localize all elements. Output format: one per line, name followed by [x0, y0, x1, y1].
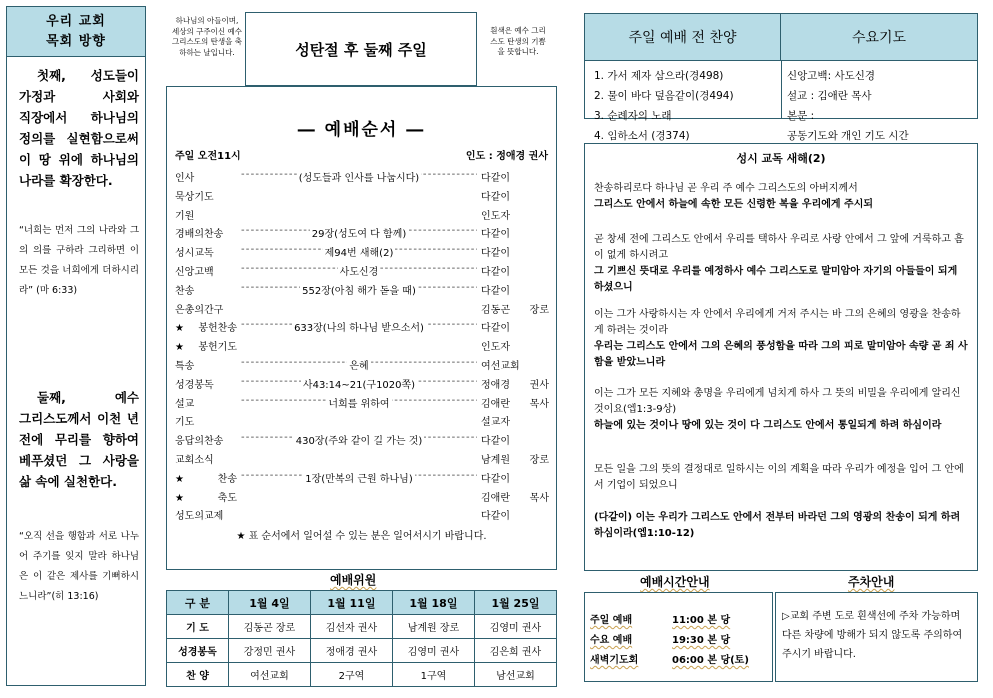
order-item-detail-text: 사도신경 — [339, 267, 379, 278]
quote-1-ref: (마 6:33) — [36, 285, 78, 296]
reading-congregation-text: 그리스도 안에서 하늘에 속한 모든 신령한 복을 우리에게 주시되 — [594, 199, 874, 210]
order-item-detail — [241, 169, 477, 184]
reading-congregation-text: 우리는 그리스도 안에서 그의 은혜의 풍성함을 따라 그의 피로 말미암아 속량 곧 죄 사함을 받았느니라 — [594, 341, 968, 368]
order-item-detail — [241, 225, 477, 240]
service-time-row — [590, 611, 730, 626]
order-item-name: 은총의간구 — [175, 304, 224, 316]
wednesday-list — [787, 66, 909, 146]
reading-leader-text: 곧 창세 전에 그리스도 안에서 우리를 택하사 우리로 사랑 안에서 그 앞에 거룩하고 흠이 없게 하시려고 — [594, 234, 964, 261]
order-item-detail — [241, 432, 477, 447]
worship-order-row — [175, 395, 549, 412]
order-item-name: 특송 — [175, 361, 195, 372]
wednesday-item: 설교 : 김애란 목사 — [787, 90, 872, 102]
worship-order-row — [175, 244, 549, 261]
order-item-person: 설교자 — [481, 417, 510, 429]
worship-order-row — [175, 282, 549, 299]
reading-congregation-text: 그 기쁘신 뜻대로 우리를 예정하사 예수 그리스도로 말미암아 자기의 아들들이 되게 하셨으니 — [594, 266, 958, 293]
wednesday-item: 본문 : — [787, 110, 815, 122]
reading-block — [594, 386, 970, 434]
order-item-detail — [241, 263, 477, 278]
service-time: 06:00 본 당(토) — [672, 655, 749, 666]
committee-cell: 남선교회 — [474, 663, 556, 687]
order-item-person: 다같이 — [481, 473, 510, 485]
order-item-detail — [241, 395, 477, 410]
order-item-detail-text: 430장(주와 같이 길 가는 것) — [295, 436, 423, 448]
order-item-name: 성도의교제 — [175, 511, 224, 523]
worship-time: 주일 오전11시 — [175, 151, 241, 162]
order-item-person: 다같이 — [481, 323, 510, 335]
direction-quote-1 — [19, 221, 139, 301]
worship-order-row — [175, 225, 549, 242]
order-item-person: 다같이 — [481, 191, 510, 203]
order-item-person: 여선교회 — [481, 361, 520, 372]
service-time-row — [590, 631, 730, 646]
hymn-item: 2. 물이 바다 덮음같이(경494) — [594, 90, 734, 102]
order-item-person: 인도자 — [481, 342, 510, 354]
order-item-name: 응답의찬송 — [175, 436, 224, 448]
order-item-person: 다같이 — [481, 229, 510, 241]
service-time: 11:00 본 당 — [672, 615, 731, 626]
stand-note: ★ 표 순서에서 일어설 수 있는 분은 일어서시기 바랍니다. — [236, 531, 487, 542]
order-item-name: ★봉헌찬송 — [175, 323, 237, 335]
order-item-name: ★찬송 — [175, 473, 237, 485]
worship-order-row — [175, 507, 549, 524]
order-item-detail-text: 552장(아침 해가 돋을 때) — [302, 285, 416, 297]
order-item-name: 기원 — [175, 210, 195, 222]
worship-order-row — [175, 451, 549, 468]
committee-header-cell: 1월 25일 — [474, 591, 556, 615]
worship-order-row — [175, 338, 549, 355]
hymns-title: 주일 예배 전 찬양 — [585, 14, 781, 61]
church-direction-panel — [6, 6, 146, 686]
committee-role: 찬 양 — [167, 663, 229, 687]
committee-cell: 김영미 권사 — [474, 615, 556, 639]
order-item-person: 다같이 — [481, 511, 510, 523]
committee-row — [167, 615, 557, 639]
worship-order-row — [175, 301, 549, 318]
worship-order-row — [175, 470, 549, 487]
service-times-panel — [584, 592, 773, 682]
order-item-name: 성시교독 — [175, 248, 214, 260]
order-item-person: 다같이 — [481, 436, 510, 448]
worship-order-row — [175, 432, 549, 449]
wednesday-title: 수요기도 — [781, 14, 977, 61]
order-item-person: 다같이 — [481, 267, 510, 278]
committee-table — [166, 590, 557, 687]
reading-block — [594, 181, 970, 213]
worship-order-title: ― 예배순서 ― — [297, 120, 426, 140]
order-item-person: 김애란 목사 — [481, 492, 549, 504]
committee-cell: 남계원 장로 — [392, 615, 474, 639]
wednesday-item: 공동기도와 개인 기도 시간 — [787, 130, 909, 142]
order-item-detail-text: 633장(나의 하나님 받으소서) — [294, 323, 424, 335]
order-item-name: 경배의찬송 — [175, 229, 224, 241]
committee-header-row — [167, 591, 557, 615]
committee-row — [167, 663, 557, 687]
committee-header-cell: 1월 11일 — [310, 591, 392, 615]
committee-cell: 2구역 — [310, 663, 392, 687]
reading-leader-text: 이는 그가 사랑하시는 자 안에서 우리에게 거저 주시는 바 그의 은혜의 영광을 찬송하게 하려는 것이라 — [594, 309, 961, 336]
reading-unison-text: (다같이) 이는 우리가 그리스도 안에서 전부터 바라던 그의 영광의 찬송이 되게 하려 하심이라(엡1:10-12) — [594, 512, 961, 539]
hymn-item: 4. 임하소서 (경374) — [594, 130, 690, 142]
header-left-note: 하나님의 아들이며, 세상의 구주이신 예수 그리스도의 탄생을 축하하는 날입니다. — [172, 16, 242, 57]
church-direction-title-line2: 목회 방향 — [46, 34, 106, 49]
committee-row — [167, 639, 557, 663]
parking-panel — [775, 592, 978, 682]
hymn-item: 3. 순례자의 노래 — [594, 110, 672, 122]
order-item-detail — [241, 319, 477, 334]
committee-cell: 1구역 — [392, 663, 474, 687]
order-item-detail — [241, 470, 477, 485]
committee-title: 예배위원 — [330, 573, 377, 587]
committee-cell: 김영미 권사 — [392, 639, 474, 663]
header-right-note: 흰색은 예수 그리스도 탄생의 기쁨을 뜻합니다. — [490, 26, 546, 56]
committee-cell: 정애경 권사 — [310, 639, 392, 663]
reading-leader-text: 찬송하리로다 하나님 곧 우리 주 예수 그리스도의 아버지께서 — [594, 183, 858, 194]
committee-header-cell: 1월 4일 — [228, 591, 310, 615]
committee-header-cell: 구 분 — [167, 591, 229, 615]
order-item-name: 교회소식 — [175, 455, 214, 466]
worship-order-row — [175, 413, 549, 430]
order-item-detail-text: 사43:14~21(구1020쪽) — [302, 379, 416, 391]
worship-leader: 인도 : 정애경 권사 — [465, 151, 548, 162]
order-item-person: 다같이 — [481, 285, 510, 297]
worship-order-row — [175, 357, 549, 374]
service-label: 새벽기도회 — [590, 655, 639, 666]
order-item-person: 남계원 장로 — [481, 455, 549, 466]
worship-order-panel — [166, 86, 557, 570]
committee-cell: 강정민 권사 — [228, 639, 310, 663]
hymns-list — [594, 66, 734, 146]
service-time: 19:30 본 당 — [672, 635, 731, 646]
worship-order-row — [175, 207, 549, 224]
worship-order-row — [175, 188, 549, 205]
responsive-reading-title: 성시 교독 새해(2) — [736, 152, 826, 165]
reading-leader-text: 모든 일을 그의 뜻의 결정대로 일하시는 이의 계획을 따라 우리가 예정을 입어 그 안에서 기업이 되었으니 — [594, 464, 964, 491]
order-item-detail — [241, 244, 477, 259]
committee-cell: 김동곤 장로 — [228, 615, 310, 639]
quote-1-text: “너희는 먼저 그의 나라와 그의 의를 구하라 그리하면 이 모든 것을 너희에게 더하시리라” — [19, 225, 139, 296]
order-item-person: 김애란 목사 — [481, 398, 549, 410]
order-item-detail — [241, 376, 477, 391]
order-item-person: 정애경 권사 — [481, 379, 549, 391]
committee-role: 성경봉독 — [167, 639, 229, 663]
worship-order-row — [175, 169, 549, 186]
order-item-detail-text: 29장(성도여 다 함께) — [311, 229, 407, 241]
service-times-title: 예배시간안내 — [640, 575, 710, 589]
parking-text: ▷교회 주변 도로 흰색선에 주차 가능하며 다른 차량에 방해가 되지 않도록 주의하여 주시기 바랍니다. — [782, 611, 963, 660]
responsive-reading-panel — [584, 143, 978, 571]
committee-role: 기 도 — [167, 615, 229, 639]
order-item-detail — [241, 357, 477, 372]
order-item-name: 찬송 — [175, 285, 195, 297]
church-direction-header — [7, 7, 145, 57]
order-item-detail-text: 제94번 새해(2) — [324, 248, 394, 260]
worship-order-row — [175, 489, 549, 506]
order-item-detail — [241, 282, 477, 297]
service-label: 주일 예배 — [590, 615, 633, 626]
committee-cell: 김선자 권사 — [310, 615, 392, 639]
order-item-name: 묵상기도 — [175, 191, 214, 203]
order-item-name: 성경봉독 — [175, 379, 214, 391]
reading-congregation-text: 하늘에 있는 것이나 땅에 있는 것이 다 그리스도 안에서 통일되게 하려 하심이라 — [594, 420, 942, 431]
order-item-detail-text: (성도들과 인사를 나눕시다) — [298, 173, 420, 184]
order-item-name: ★봉헌기도 — [175, 342, 237, 354]
order-item-person: 다같이 — [481, 248, 510, 260]
worship-order-row — [175, 319, 549, 336]
sunday-title: 성탄절 후 둘째 주일 — [295, 40, 427, 59]
order-item-detail-text: 은혜 — [349, 361, 369, 372]
reading-block — [594, 307, 970, 371]
order-item-person: 김동곤 장로 — [481, 304, 549, 316]
committee-cell: 김은희 권사 — [474, 639, 556, 663]
order-item-person: 인도자 — [481, 210, 510, 222]
worship-order-row — [175, 376, 549, 393]
service-time-row — [590, 651, 749, 666]
order-item-person: 다같이 — [481, 173, 510, 184]
reading-block — [594, 232, 970, 296]
order-item-name: 신앙고백 — [175, 267, 214, 278]
worship-order-row — [175, 263, 549, 280]
direction-paragraph-2: 둘째, 예수 그리스도께서 이천 년 전에 무리를 향하여 베푸셨던 그 사랑을 삶 속에 실천한다. — [19, 390, 139, 489]
order-item-detail-text: 1장(만복의 근원 하나님) — [305, 473, 413, 485]
order-item-name: 설교 — [175, 398, 195, 410]
column-divider — [781, 61, 782, 118]
order-item-name: 기도 — [175, 417, 195, 429]
sunday-title-box — [245, 12, 477, 86]
reading-block — [594, 462, 970, 494]
order-item-name: ★축도 — [175, 492, 237, 504]
church-direction-title-line1: 우리 교회 — [46, 14, 106, 29]
order-item-name: 인사 — [175, 173, 195, 184]
hymn-item: 1. 가서 제자 삼으라(경498) — [594, 70, 724, 82]
committee-header-cell: 1월 18일 — [392, 591, 474, 615]
wednesday-item: 신앙고백: 사도신경 — [787, 70, 876, 82]
direction-quote-2: “오직 선을 행함과 서로 나누어 주기를 잊지 말라 하나님은 이 같은 제사를 기뻐하시느니라”(히 13:16) — [19, 531, 139, 602]
parking-title: 주차안내 — [848, 575, 895, 589]
reading-leader-text: 이는 그가 모든 지혜와 총명을 우리에게 넘치게 하사 그 뜻의 비밀을 우리에게 알리신 것이요(엡1:3-9상) — [594, 388, 961, 415]
order-item-detail-text: 너희를 위하여 — [328, 398, 390, 410]
committee-cell: 여선교회 — [228, 663, 310, 687]
service-label: 수요 예배 — [590, 635, 633, 646]
direction-paragraph-1: 첫째, 성도들이 가정과 사회와 직장에서 하나님의 정의를 실현함으로써 이 땅 위에 하나님의 나라를 확장한다. — [19, 68, 139, 188]
hymn-wednesday-panel — [584, 13, 978, 142]
